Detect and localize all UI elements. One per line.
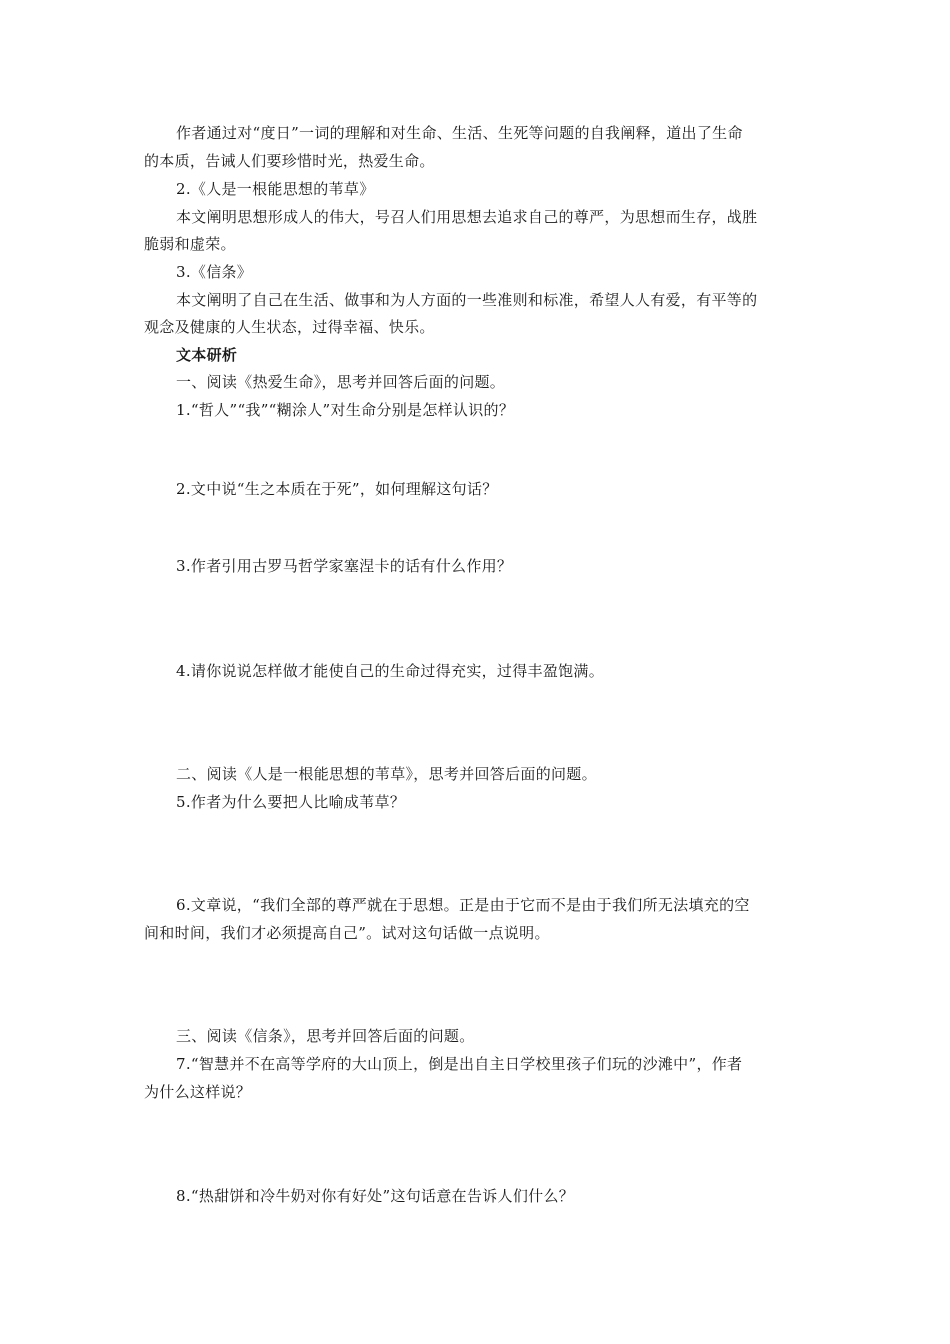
section-heading: 文本研析 xyxy=(176,346,238,364)
question-1: 1.“哲人”“我”“糊涂人”对生命分别是怎样认识的？ xyxy=(176,401,515,419)
question-2: 2.文中说“生之本质在于死”，如何理解这句话？ xyxy=(176,480,498,498)
intro-paragraph-2-line-2: 脆弱和虚荣。 xyxy=(144,235,236,253)
item-3-title: 3.《信条》 xyxy=(176,263,253,281)
question-8: 8.“热甜饼和冷牛奶对你有好处”这句话意在告诉人们什么？ xyxy=(176,1187,575,1205)
question-6-line-2: 间和时间，我们才必须提高自己”。试对这句话做一点说明。 xyxy=(144,924,550,942)
section-1-title: 一、阅读《热爱生命》，思考并回答后面的问题。 xyxy=(176,373,506,391)
question-7-line-2: 为什么这样说？ xyxy=(144,1083,252,1101)
question-6-line-1: 6.文章说，“我们全部的尊严就在于思想。正是由于它而不是由于我们所无法填充的空 xyxy=(176,896,750,914)
question-4: 4.请你说说怎样做才能使自己的生命过得充实，过得丰盈饱满。 xyxy=(176,662,605,680)
question-7-line-1: 7.“智慧并不在高等学府的大山顶上，倒是出自主日学校里孩子们玩的沙滩中”，作者 xyxy=(176,1055,743,1073)
section-2-title: 二、阅读《人是一根能思想的苇草》，思考并回答后面的问题。 xyxy=(176,765,597,783)
section-3-title: 三、阅读《信条》，思考并回答后面的问题。 xyxy=(176,1027,475,1045)
question-5: 5.作者为什么要把人比喻成苇草？ xyxy=(176,793,406,811)
intro-paragraph-2-line-1: 本文阐明思想形成人的伟大，号召人们用思想去追求自己的尊严，为思想而生存，战胜 xyxy=(176,208,758,226)
intro-paragraph-1-line-2: 的本质，告诫人们要珍惜时光，热爱生命。 xyxy=(144,152,435,170)
item-2-title: 2.《人是一根能思想的苇草》 xyxy=(176,180,375,198)
question-3: 3.作者引用古罗马哲学家塞涅卡的话有什么作用？ xyxy=(176,557,513,575)
intro-paragraph-3-line-1: 本文阐明了自己在生活、做事和为人方面的一些准则和标准，希望人人有爱，有平等的 xyxy=(176,291,758,309)
intro-paragraph-3-line-2: 观念及健康的人生状态，过得幸福、快乐。 xyxy=(144,318,435,336)
intro-paragraph-1-line-1: 作者通过对“度日”一词的理解和对生命、生活、生死等问题的自我阐释，道出了生命 xyxy=(176,124,743,142)
